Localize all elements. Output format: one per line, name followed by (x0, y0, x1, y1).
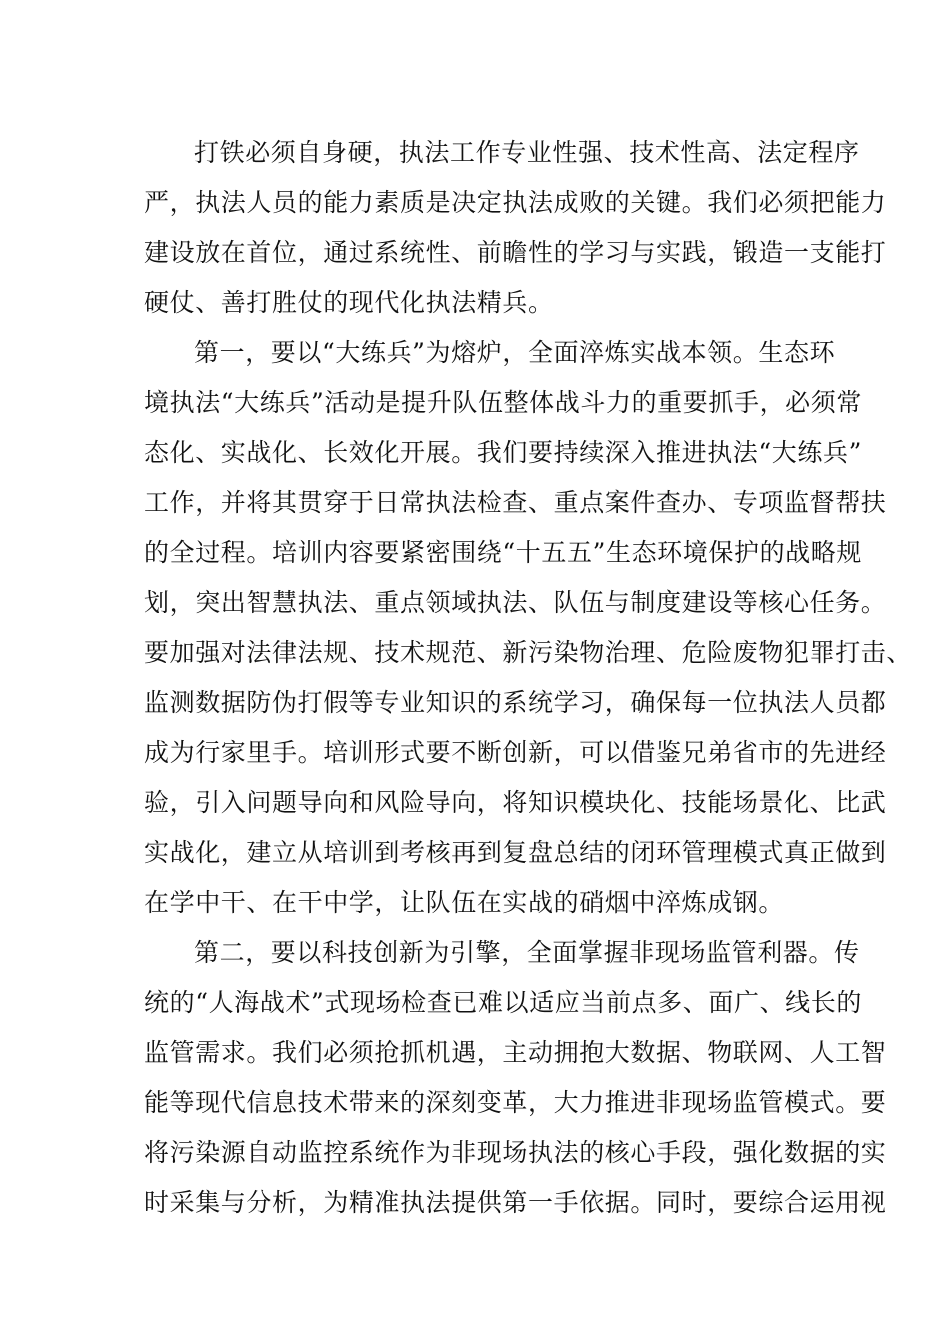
text-line: 严，执法人员的能力素质是决定执法成败的关键。我们必须把能力 (144, 188, 887, 217)
text-line: 成为行家里手。培训形式要不断创新，可以借鉴兄弟省市的先进经 (144, 738, 887, 767)
text-line: 实战化，建立从培训到考核再到复盘总结的闭环管理模式真正做到 (144, 838, 887, 867)
text-line: 监测数据防伪打假等专业知识的系统学习，确保每一位执法人员都 (144, 688, 887, 717)
text-line: 能等现代信息技术带来的深刻变革，大力推进非现场监管模式。要 (144, 1088, 887, 1117)
paragraph-first-point (144, 328, 913, 928)
text-line: 验，引入问题导向和风险导向，将知识模块化、技能场景化、比武 (144, 788, 887, 817)
text-line: 第一，要以“大练兵”为熔炉，全面淬炼实战本领。生态环 (194, 338, 836, 367)
text-line: 硬仗、善打胜仗的现代化执法精兵。 (144, 288, 554, 317)
text-line: 态化、实战化、长效化开展。我们要持续深入推进执法“大练兵” (144, 438, 862, 467)
text-line: 在学中干、在干中学，让队伍在实战的硝烟中淬炼成钢。 (144, 888, 785, 917)
paragraph-capacity-building (144, 128, 887, 328)
text-line: 第二，要以科技创新为引擎，全面掌握非现场监管利器。传 (194, 938, 860, 967)
document-body (144, 128, 913, 1228)
paragraph-second-point (144, 928, 887, 1228)
text-line: 工作，并将其贯穿于日常执法检查、重点案件查办、专项监督帮扶 (144, 488, 887, 517)
text-line: 建设放在首位，通过系统性、前瞻性的学习与实践，锻造一支能打 (144, 238, 887, 267)
text-line: 的全过程。培训内容要紧密围绕“十五五”生态环境保护的战略规 (144, 538, 862, 567)
text-line: 时采集与分析，为精准执法提供第一手依据。同时，要综合运用视 (144, 1188, 887, 1217)
text-line: 划，突出智慧执法、重点领域执法、队伍与制度建设等核心任务。 (144, 588, 887, 617)
text-line: 将污染源自动监控系统作为非现场执法的核心手段，强化数据的实 (144, 1138, 887, 1167)
text-line: 要加强对法律法规、技术规范、新污染物治理、危险废物犯罪打击、 (144, 638, 913, 667)
text-line: 打铁必须自身硬，执法工作专业性强、技术性高、法定程序 (194, 138, 860, 167)
text-line: 境执法“大练兵”活动是提升队伍整体战斗力的重要抓手，必须常 (144, 388, 862, 417)
text-line: 统的“人海战术”式现场检查已难以适应当前点多、面广、线长的 (144, 988, 862, 1017)
text-line: 监管需求。我们必须抢抓机遇，主动拥抱大数据、物联网、人工智 (144, 1038, 887, 1067)
